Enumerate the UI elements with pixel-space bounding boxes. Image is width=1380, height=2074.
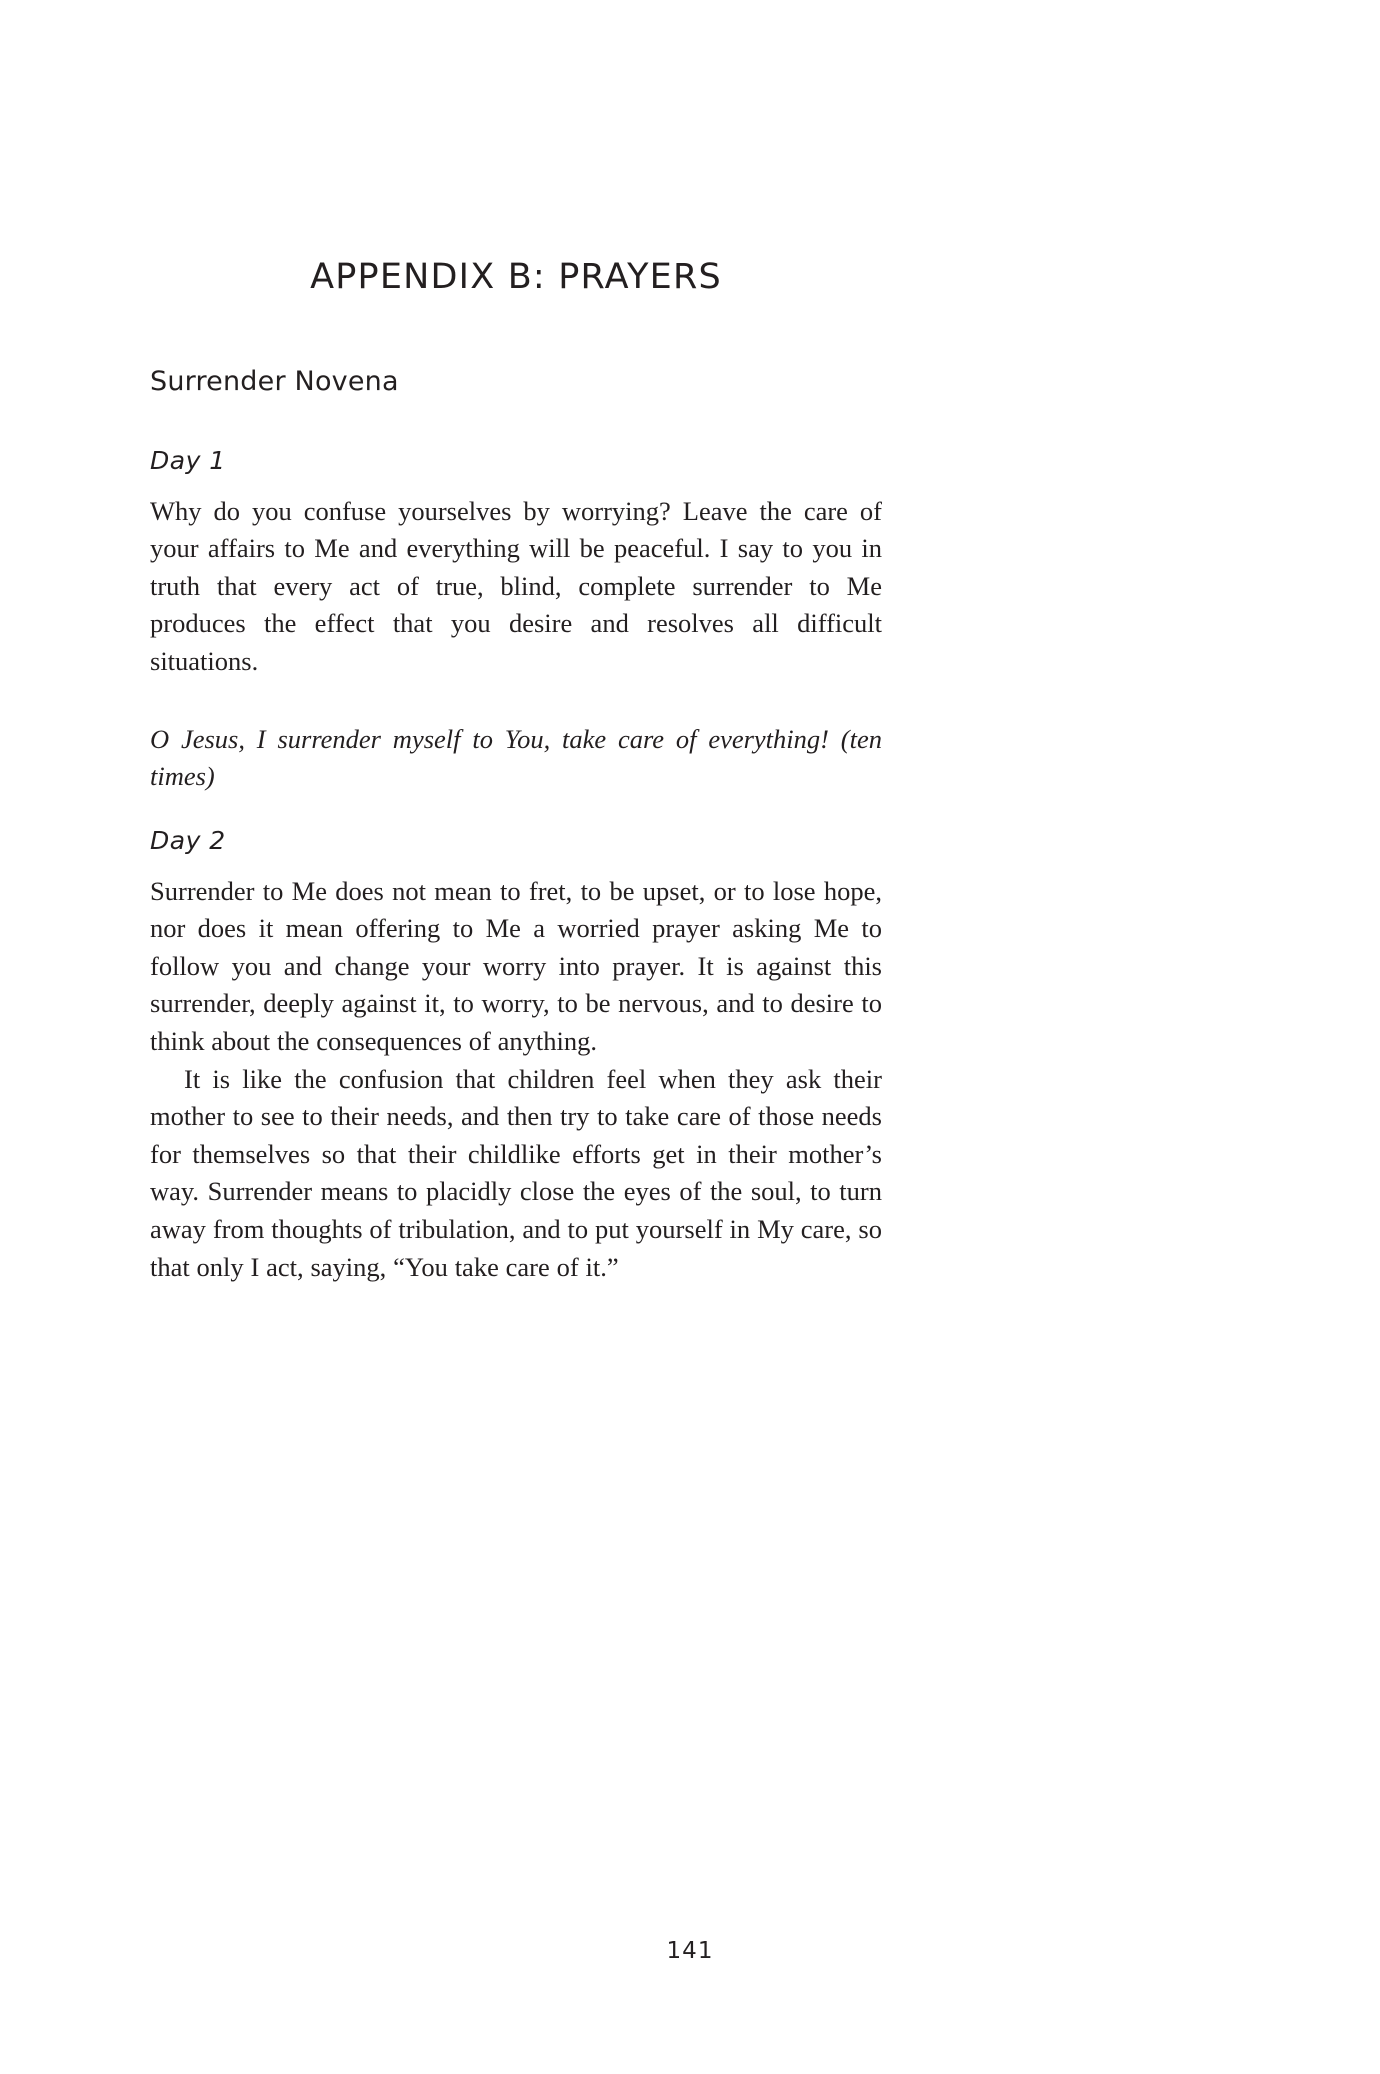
page-content (150, 0, 882, 1286)
section-heading-surrender-novena: Surrender Novena (150, 365, 399, 397)
day-2-paragraph-1: Surrender to Me does not mean to fret, to be upset, or to lose hope, nor does it mean offering to Me a worried prayer asking Me to follow you and change your worry into prayer. It is against this surrender, deeply against it, to worry, to be nervous, and to desire to think about the consequences of anything. (150, 875, 882, 1057)
day-label-1: Day 1 (150, 445, 226, 475)
day-label-2: Day 2 (150, 825, 226, 855)
day-1-paragraph-1: Why do you confuse yourselves by worrying? Leave the care of your affairs to Me and everything will be peaceful. I say to you in truth that every act of true, blind, complete surrender to Me produces the effect that you desire and resolves all difficult situations. (150, 495, 882, 676)
day-1-prayer: O Jesus, I surrender myself to You, take care of everything! (ten times) (150, 723, 882, 792)
page-number: 141 (666, 1938, 714, 1964)
page-title: APPENDIX B: PRAYERS (310, 257, 722, 297)
day-2-paragraph-2: It is like the confusion that children feel when they ask their mother to see to their needs, and then try to take care of those needs for themselves so that their childlike efforts get in their mother’s way. Surrender means to placidly close the eyes of the soul, to turn away from thoughts of tribulation, and to put yourself in My care, so that only I act, saying, “You take care of it.” (150, 1063, 882, 1282)
